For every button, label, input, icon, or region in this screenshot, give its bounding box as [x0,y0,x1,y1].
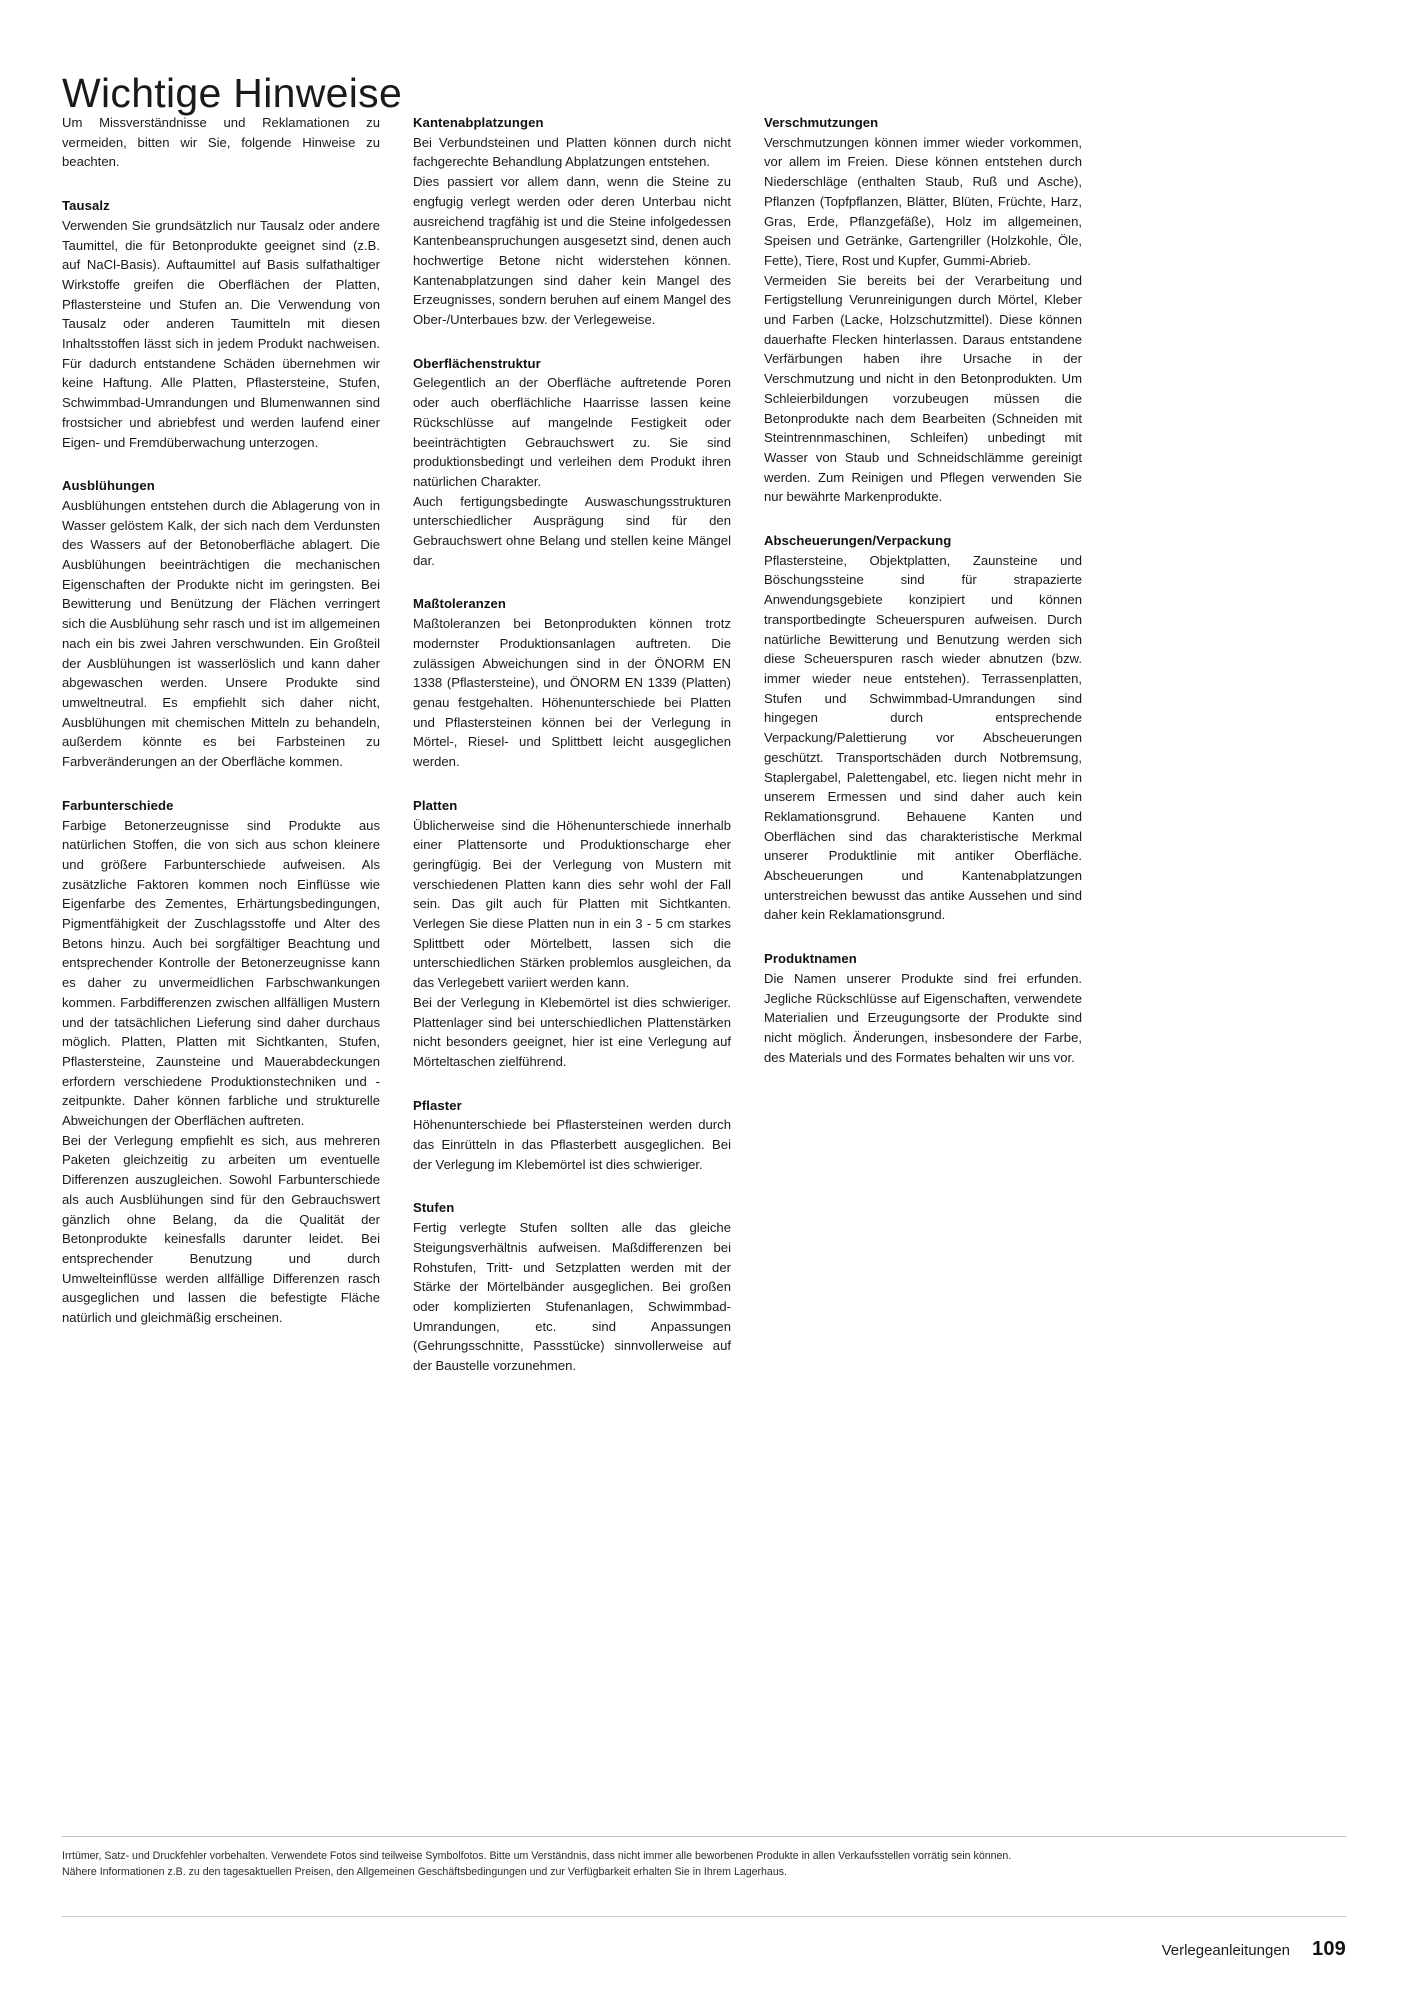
section-heading: Verschmutzungen [764,115,879,130]
chapter-label: Verlegeanleitungen [1161,1942,1291,1959]
column-1 [62,113,380,1376]
paragraph: Höhenunterschiede bei Pflastersteinen werden durch das Einrütteln in das Pflasterbett ausgeglichen. Bei der Verlegung im Klebemörtel ist dies schwieriger. [413,1117,731,1172]
section-oberflaechenstruktur [413,354,731,571]
section-ausbluehungen [62,476,380,772]
section-heading: Abscheuerungen/Verpackung [764,533,952,549]
paragraph: Pflastersteine, Objektplatten, Zaunsteine und Böschungssteine sind für strapazierte Anwendungsgebiete konzipiert und können transportbedingte Scheuerspuren aufweisen. Durch natürliche Bewitterung und Benutzung werden sich diese Scheuerspuren rasch wieder abnutzen (bzw. immer wieder neue entstehen). Terrassenplatten, Stufen und Schwimmbad-Umrandungen sind hingegen durch entsprechende Verpackung/Palettierung vor Abscheuerungen geschützt. Transportschäden durch Notbremsung, Staplergabel, Palettengabel, etc. liegen nicht mehr in unserem Ermessen und sind daher auch kein Reklamationsgrund. Behauene Kanten und Oberflächen sind das charakteristische Merkmal unserer Produktlinie mit antiker Oberfläche. Abscheuerungen und Kantenabplatzungen unterstreichen bewusst das antike Aussehen und sind daher kein Reklamationsgrund. [764,552,1082,923]
section-stufen [413,1198,731,1375]
section-heading: Oberflächenstruktur [413,355,541,371]
paragraph: Gelegentlich an der Oberfläche auftretende Poren oder auch oberflächliche Haarrisse lassen keine Rückschlüsse auf mangelnde Festigkeit oder beeinträchtigten Gebrauchswert zu. Sie sind produktionsbedingt und verleihen dem Produkt ihren natürlichen Charakter. [413,375,731,489]
section-heading: Ausblühungen [62,478,155,494]
section-heading: Farbunterschiede [62,797,174,813]
section-heading: Platten [413,797,458,813]
column-3 [764,113,1082,1376]
paragraph: Verschmutzungen können immer wieder vorkommen, vor allem im Freien. Diese können entstehen durch Niederschläge (enthalten Staub, Ruß und Asche), Pflanzen (Topfpflanzen, Blätter, Blüten, Früchte, Harz, Gras, Erde, Pflanzgefäße), Holz im allgemeinen, Speisen und Getränke, Gartengriller (Holzkohle, Öle, Fette), Tiere, Rost und Kupfer, Gummi-Abrieb. [764,134,1082,268]
section-verschmutzungen [764,113,1082,507]
column-2 [413,113,731,1376]
footer-disclaimer-line-2: Nähere Informationen z.B. zu den tagesaktuellen Preisen, den Allgemeinen Geschäftsbedingungen und zur Verfügbarkeit erhalten Sie in Ihrem Lagerhaus. [62,1866,787,1878]
paragraph: Bei der Verlegung in Klebemörtel ist dies schwieriger. Plattenlager sind bei unterschiedlichen Plattenstärken nicht besonders geeignet, hier ist eine Verlegung auf Mörteltaschen zielführend. [413,994,731,1069]
section-heading: Tausalz [62,198,110,214]
footer-disclaimer-line-1: Irrtümer, Satz- und Druckfehler vorbehalten. Verwendete Fotos sind teilweise Symbolfotos. Bitte um Verständnis, dass nicht immer alle beworbenen Produkte in allen Verkaufsstellen vorrätig sein können. [62,1850,1012,1862]
paragraph: Dies passiert vor allem dann, wenn die Steine zu engfugig verlegt werden oder deren Unterbau nicht ausreichend tragfähig ist und die Steine infolgedessen Kantenbeanspruchungen ausgesetzt sind, denen auch hochwertige Betone nicht widerstehen können. Kantenabplatzungen sind daher kein Mangel des Erzeugnisses, sondern beruhen auf einem Mangel des Ober-/Unterbaues bzw. der Verlegeweise. [413,174,731,328]
footer-disclaimer [62,1848,1346,1880]
section-pflaster [413,1096,731,1175]
paragraph: Ausblühungen entstehen durch die Ablagerung von in Wasser gelöstem Kalk, der sich nach dem Verdunsten des Wassers auf der Betonoberfläche ablagert. Die Ausblühungen beeinträchtigen die mechanischen Eigenschaften der Produkte nicht im geringsten. Bei Bewitterung und Benützung der Flächen verringert sich die Ausblühung sehr rasch und ist im allgemeinen nach ein bis zwei Jahren verschwunden. Ein Großteil der Ausblühungen ist wasserlöslich und kann daher abgewaschen werden. Unsere Produkte sind umweltneutral. Es empfiehlt sich daher nicht, Ausblühungen mit chemischen Mitteln zu behandeln, außerdem könnte es bei Farbsteinen zu Farbveränderungen an der Oberfläche kommen. [62,497,380,770]
section-heading: Kantenabplatzungen [413,115,544,130]
paragraph: Verwenden Sie grundsätzlich nur Tausalz oder andere Taumittel, die für Betonprodukte geeignet sind (z.B. auf NaCl-Basis). Auftaumittel auf Basis sulfathaltiger Wirkstoffe greifen die Oberflächen der Platten, Pflastersteine und Stufen an. Die Verwendung von Tausalz oder anderen Taumitteln mit diesen Inhaltsstoffen lässt sich in jedem Produkt nachweisen. Für dadurch entstandene Schäden übernehmen wir keine Haftung. Alle Platten, Pflastersteine, Stufen, Schwimmbad-Umrandungen und Blumenwannen sind frostsicher und abriebfest und werden laufend einer Eigen- und Fremdüberwachung unterzogen. [62,217,380,450]
section-intro [62,113,380,172]
section-masstoleranzen [413,594,731,771]
section-platten [413,796,731,1072]
page-bottom-divider [62,1916,1346,1917]
paragraph: Maßtoleranzen bei Betonprodukten können trotz modernster Produktionsanlagen auftreten. Die zulässigen Abweichungen sind in der ÖNORM EN 1338 (Pflastersteine), und ÖNORM EN 1339 (Platten) genau festgehalten. Höhenunterschiede bei Platten und Pflastersteinen können bei der Verlegung in Mörtel-, Riesel- und Splittbett leicht ausgeglichen werden. [413,616,731,770]
section-heading: Maßtoleranzen [413,596,506,612]
paragraph: Vermeiden Sie bereits bei der Verarbeitung und Fertigstellung Verunreinigungen durch Mörtel, Kleber und Farben (Lacke, Holzschutzmittel). Diese können dauerhafte Flecken hinterlassen. Daraus entstandene Verfärbungen haben ihre Ursache in der Verschmutzung und nicht in den Betonprodukten. Um Schleierbildungen vorzubeugen müssen die Betonprodukte nach dem Bearbeiten (Schneiden mit Steintrennmaschinen, Schleifen) unbedingt mit Wasser von Staub und Schneidschlämme gereinigt werden. Zum Reinigen und Pflegen verwenden Sie nur bewährte Markenprodukte. [764,272,1082,505]
paragraph: Um Missverständnisse und Reklamationen zu vermeiden, bitten wir Sie, folgende Hinweise zu beachten. [62,115,380,170]
paragraph: Farbige Betonerzeugnisse sind Produkte aus natürlichen Stoffen, die von sich aus schon kleinere und größere Farbunterschiede aufweisen. Als zusätzliche Faktoren kommen noch Einflüsse wie Eigenfarbe des Zementes, Erhärtungsbedingungen, Pigmentfähigkeit der Zuschlagsstoffe und Alter des Betons hinzu. Auch bei sorgfältiger Beachtung und entsprechender Kontrolle der Betonerzeugnisse kann es daher zu unvermeidlichen Farbschwankungen kommen. Farbdifferenzen zwischen allfälligen Mustern und der tatsächlichen Lieferung sind daher durchaus möglich. Platten, Platten mit Sichtkanten, Stufen, Pflastersteine, Zaunsteine und Mauerabdeckungen erfordern verschiedene Produktionstechniken und -zeitpunkte. Daher können farbliche und strukturelle Abweichungen der Oberflächen auftreten. [62,817,380,1129]
paragraph: Bei der Verlegung empfiehlt es sich, aus mehreren Paketen gleichzeitig zu arbeiten um eventuelle Differenzen auszugleichen. Sowohl Farbunterschiede als auch Ausblühungen sind für den Gebrauchswert gänzlich ohne Belang, da die Qualität der Betonprodukte keinesfalls darunter leidet. Bei entsprechender Benutzung und durch Umwelteinflüsse werden allfällige Differenzen rasch ausgeglichen und lassen die befestigte Fläche natürlich und gleichmäßig erscheinen. [62,1132,380,1326]
text-columns [62,113,1346,1376]
section-heading: Produktnamen [764,951,857,967]
paragraph: Die Namen unserer Produkte sind frei erfunden. Jegliche Rückschlüsse auf Eigenschaften, verwendete Materialien und Erzeugungsorte der Produkte sind nicht möglich. Änderungen, insbesondere der Farbe, des Materials und des Formates behalten wir uns vor. [764,970,1082,1065]
section-tausalz [62,196,380,452]
paragraph: Auch fertigungsbedingte Auswaschungsstrukturen unterschiedlicher Ausprägung sind für den Gebrauchswert ohne Belang und stellen keine Mängel dar. [413,493,731,568]
page-title: Wichtige Hinweise [62,70,403,117]
section-heading: Stufen [413,1200,455,1216]
section-heading: Pflaster [413,1097,462,1113]
page-number: 109 [1312,1938,1346,1960]
section-kantenabplatzungen [413,113,731,330]
section-produktnamen [764,949,1082,1067]
footer-divider [62,1836,1346,1837]
page-footer [1162,1938,1346,1961]
section-abscheuerungen-verpackung [764,531,1082,925]
paragraph: Bei Verbundsteinen und Platten können durch nicht fachgerechte Behandlung Abplatzungen entstehen. [413,134,731,170]
paragraph: Üblicherweise sind die Höhenunterschiede innerhalb einer Plattensorte und Produktionscharge eher geringfügig. Bei der Verlegung von Mustern mit verschiedenen Platten kann dies sehr wohl der Fall sein. Das gilt auch für Platten mit Sichtkanten. Verlegen Sie diese Platten nun in ein 3 - 5 cm starkes Splittbett oder Mörtelbett, lassen sich die unterschiedlichen Stärken problemlos ausgleichen, da das Verlegebett variiert werden kann. [413,817,731,991]
section-farbunterschiede [62,796,380,1328]
paragraph: Fertig verlegte Stufen sollten alle das gleiche Steigungsverhältnis aufweisen. Maßdifferenzen bei Rohstufen, Tritt- und Setzplatten werden mit der Stärke der Mörtelbänder ausgeglichen. Bei großen oder komplizierten Stufenanlagen, Schwimmbad-Umrandungen, etc. sind Anpassungen (Gehrungsschnitte, Passstücke) sinnvollerweise auf der Baustelle vorzunehmen. [413,1220,731,1374]
